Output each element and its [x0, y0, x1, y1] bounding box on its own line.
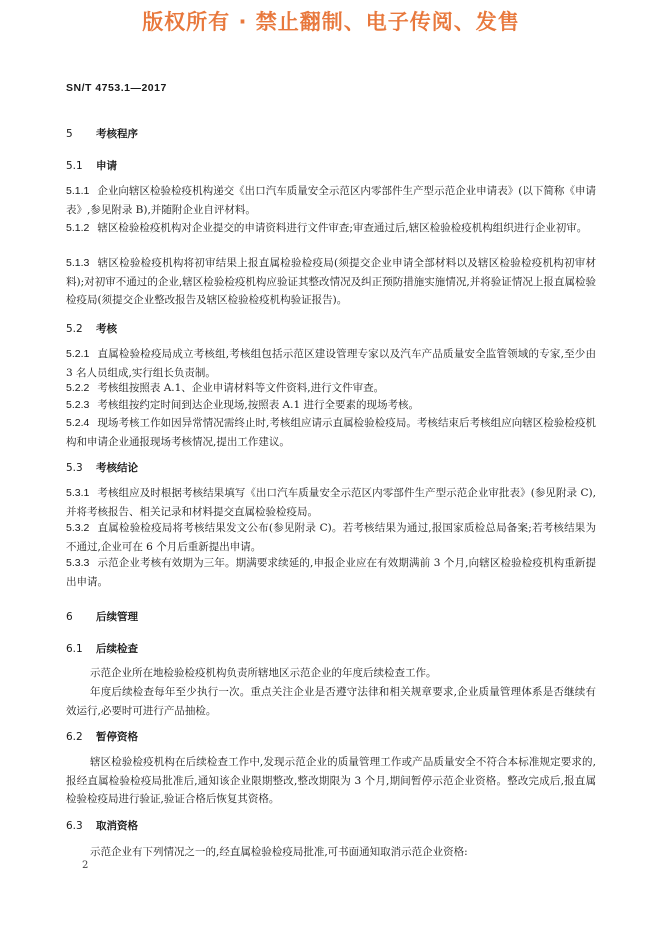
subsection-heading-5-1: 5.1 申请: [66, 160, 117, 172]
subsection-heading-5-2: 5.2 考核: [66, 323, 117, 335]
paragraph-6-1-b: 年度后续检查每年至少执行一次。重点关注企业是否遵守法律和相关规章要求,企业质量管理体系是否继续有效运行,必要时可进行产品抽检。: [66, 686, 596, 717]
clause-5-3-2: 5.3.2 直属检验检疫局将考核结果发文公布(参见附录 C)。若考核结果为通过,报国家质检总局备案;若考核结果为不通过,企业可在 6 个月后重新提出申请。: [66, 522, 596, 553]
paragraph-6-1-a: 示范企业所在地检验检疫机构负责所辖地区示范企业的年度后续检查工作。: [90, 667, 437, 679]
paragraph-6-2: 辖区检验检疫机构在后续检查工作中,发现示范企业的质量管理工作或产品质量安全不符合本标准规定要求的,报经直属检验检疫局批准后,通知该企业限期整改,整改期限为 3 个月,期间暂停示范企业资格。整改完成后,报直属检验检疫局进行验证,验证合格后恢复其资格。: [66, 756, 596, 805]
section-heading-5: 5 考核程序: [66, 128, 138, 140]
clause-5-1-2: 5.1.2 辖区检验检疫机构对企业提交的申请资料进行文件审查;审查通过后,辖区检验检疫机构组织进行企业初审。: [66, 222, 588, 234]
standard-number: SN/T 4753.1—2017: [66, 82, 167, 94]
subsection-heading-6-3: 6.3 取消资格: [66, 820, 138, 832]
clause-5-3-3: 5.3.3 示范企业考核有效期为三年。期满要求续延的,申报企业应在有效期满前 3 个月,向辖区检验检疫机构重新提出申请。: [66, 557, 596, 588]
paragraph-6-3: 示范企业有下列情况之一的,经直属检验检疫局批准,可书面通知取消示范企业资格:: [90, 846, 468, 858]
subsection-heading-6-1: 6.1 后续检查: [66, 643, 138, 655]
page-number: 2: [82, 860, 89, 871]
clause-5-1-3: 5.1.3 辖区检验检疫机构将初审结果上报直属检验检疫局(须提交企业申请全部材料以及辖区检验检疫机构初审材料);对初审不通过的企业,辖区检验检疫机构应验证其整改情况及纠正预防措施实施情况,并将验证情况上报直属检验检疫局(须提交企业整改报告及辖区检验检疫机构验证报告)。: [66, 257, 596, 306]
clause-5-2-4: 5.2.4 现场考核工作如因异常情况需终止时,考核组应请示直属检验检疫局。考核结束后考核组应向辖区检验检疫机构和申请企业通报现场考核情况,提出工作建议。: [66, 417, 596, 448]
clause-5-2-2: 5.2.2 考核组按照表 A.1、企业申请材料等文件资料,进行文件审查。: [66, 382, 385, 394]
clause-5-2-1: 5.2.1 直属检验检疫局成立考核组,考核组包括示范区建设管理专家以及汽车产品质量安全监管领域的专家,至少由 3 名人员组成,实行组长负责制。: [66, 348, 596, 379]
subsection-heading-5-3: 5.3 考核结论: [66, 462, 138, 474]
clause-5-3-1: 5.3.1 考核组应及时根据考核结果填写《出口汽车质量安全示范区内零部件生产型示范企业审批表》(参见附录 C),并将考核报告、相关记录和材料提交直属检验检疫局。: [66, 487, 596, 518]
section-heading-6: 6 后续管理: [66, 611, 138, 623]
subsection-heading-6-2: 6.2 暂停资格: [66, 731, 138, 743]
clause-5-2-3: 5.2.3 考核组按约定时间到达企业现场,按照表 A.1 进行全要素的现场考核。: [66, 399, 419, 411]
clause-5-1-1: 5.1.1 企业向辖区检验检疫机构递交《出口汽车质量安全示范区内零部件生产型示范企业申请表》(以下简称《申请表》,参见附录 B),并随附企业自评材料。: [66, 185, 596, 216]
watermark-banner: 版权所有 · 禁止翻制、电子传阅、发售: [142, 10, 520, 34]
